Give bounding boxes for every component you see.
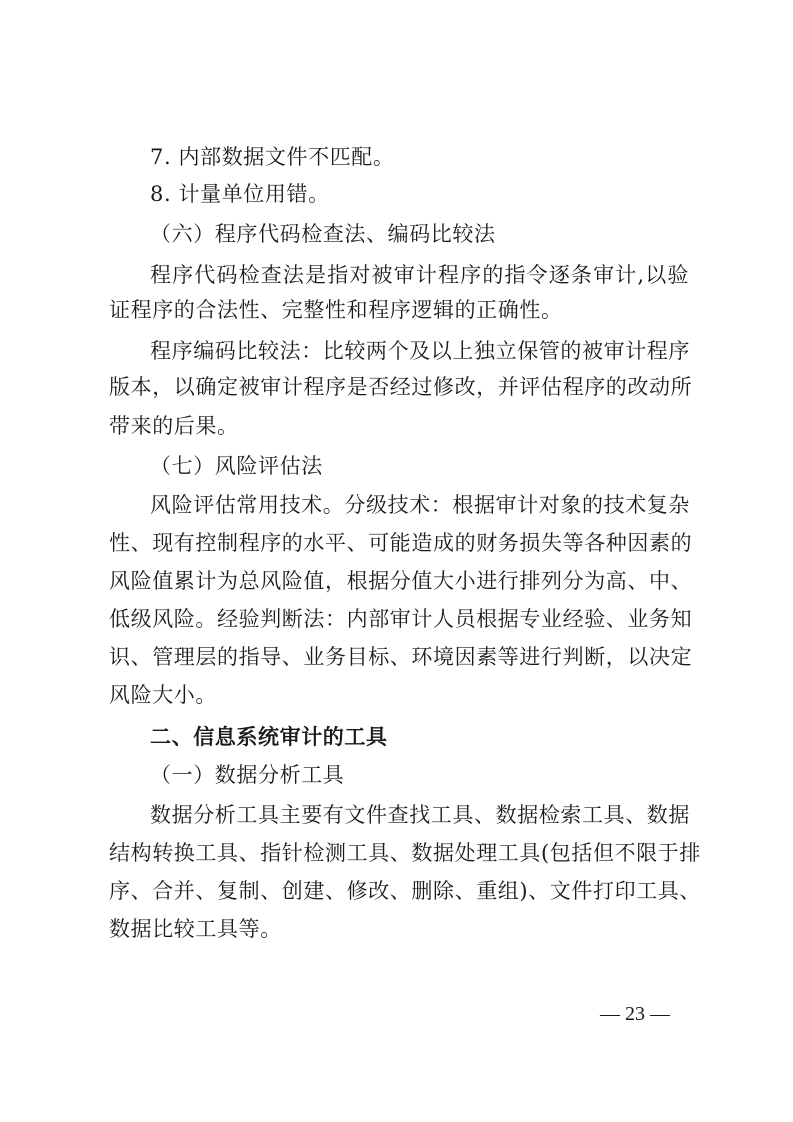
list-item-8: 8. 计量单位用错。 [150,182,330,206]
paragraph-line: 版本，以确定被审计程序是否经过修改，并评估程序的改动所 [109,375,693,399]
paragraph-line: 风险大小。 [109,683,217,707]
paragraph-line: 序、合并、复制、创建、修改、删除、重组)、文件打印工具、 [109,879,701,903]
paragraph-line: 程序编码比较法：比较两个及以上独立保管的被审计程序 [150,339,690,363]
chapter-heading: 二、信息系统审计的工具 [150,725,388,749]
paragraph-line: 风险评估常用技术。分级技术：根据审计对象的技术复杂 [150,493,690,517]
page-number: — 23 — [600,1003,670,1025]
paragraph-line: 程序代码检查法是指对被审计程序的指令逐条审计,以验 [150,263,689,287]
section-heading-7: （七）风险评估法 [150,454,323,478]
paragraph-line: 性、现有控制程序的水平、可能造成的财务损失等各种因素的 [109,531,693,555]
section-heading-6: （六）程序代码检查法、编码比较法 [150,222,496,246]
paragraph-line: 数据分析工具主要有文件查找工具、数据检索工具、数据 [150,803,690,827]
paragraph-line: 带来的后果。 [109,414,239,438]
paragraph-line: 识、管理层的指导、业务目标、环境因素等进行判断，以决定 [109,645,693,669]
paragraph-line: 低级风险。经验判断法：内部审计人员根据专业经验、业务知 [109,607,693,631]
paragraph-line: 数据比较工具等。 [109,917,282,941]
section-heading-1: （一）数据分析工具 [150,763,345,787]
paragraph-line: 证程序的合法性、完整性和程序逻辑的正确性。 [109,298,563,322]
list-item-7: 7. 内部数据文件不匹配。 [150,145,395,169]
paragraph-line: 结构转换工具、指针检测工具、数据处理工具(包括但不限于排 [109,841,701,865]
paragraph-line: 风险值累计为总风险值，根据分值大小进行排列分为高、中、 [109,569,693,593]
